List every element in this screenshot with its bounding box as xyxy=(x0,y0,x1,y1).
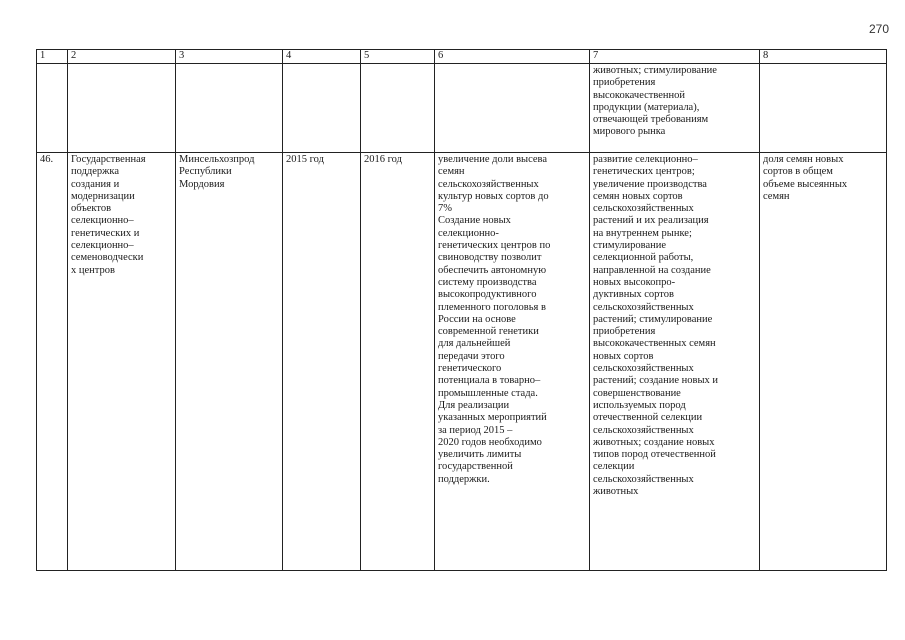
column-number-cell: 3 xyxy=(176,50,283,64)
empty-cell xyxy=(68,64,176,153)
empty-cell xyxy=(361,64,435,153)
start-year-cell: 2015 год xyxy=(283,153,361,571)
empty-cell xyxy=(37,64,68,153)
table-row-46 xyxy=(37,153,887,571)
row-number-cell: 46. xyxy=(37,153,68,571)
main-directions-cell: развитие селекционно– генетических центров; увеличение производства семян новых сортов сельскохозяйственных растений и их реализация на внутреннем рынке; стимулирование селекционной работы, направленной на создание новых высокопро- дуктивных сортов сельскохозяйственных растений; стимулирование приобретения высококачественных семян новых сортов сельскохозяйственных растений; создание новых и совершенствование используемых пород отечественной селекции сельскохозяйственных животных; создание новых типов пород отечественной селекции сельскохозяйственных животных xyxy=(590,153,760,571)
executor-cell: Минсельхозпрод Республики Мордовия xyxy=(176,153,283,571)
column-number-row xyxy=(37,50,887,64)
column-number-cell: 5 xyxy=(361,50,435,64)
column-number-cell: 1 xyxy=(37,50,68,64)
column-number-cell: 6 xyxy=(435,50,590,64)
column-number-cell: 2 xyxy=(68,50,176,64)
column-number-cell: 8 xyxy=(760,50,887,64)
empty-cell xyxy=(283,64,361,153)
expected-result-cell: увеличение доли высева семян сельскохозяйственных культур новых сортов до 7% Создание новых селекционно- генетических центров по свиноводству позволит обеспечить автономную систему производства высокопродуктивного племенного поголовья в России на основе современной генетики для дальнейшей передачи этого генетического потенциала в товарно– промышленные стада. Для реализации указанных мероприятий за период 2015 – 2020 годов необходимо увеличить лимиты государственной поддержки. xyxy=(435,153,590,571)
column-number-cell: 4 xyxy=(283,50,361,64)
measure-name-cell: Государственная поддержка создания и модернизации объектов селекционно– генетических и селекционно– семеноводчески х центров xyxy=(68,153,176,571)
empty-cell xyxy=(760,64,887,153)
empty-cell xyxy=(176,64,283,153)
continuation-row xyxy=(37,64,887,153)
continuation-directions-cell: животных; стимулирование приобретения высококачественной продукции (материала), отвечающей требованиям мирового рынка xyxy=(590,64,760,153)
end-year-cell: 2016 год xyxy=(361,153,435,571)
indicator-cell: доля семян новых сортов в общем объеме высеянных семян xyxy=(760,153,887,571)
page-number: 270 xyxy=(868,22,889,36)
column-number-cell: 7 xyxy=(590,50,760,64)
empty-cell xyxy=(435,64,590,153)
measures-table xyxy=(36,49,887,571)
